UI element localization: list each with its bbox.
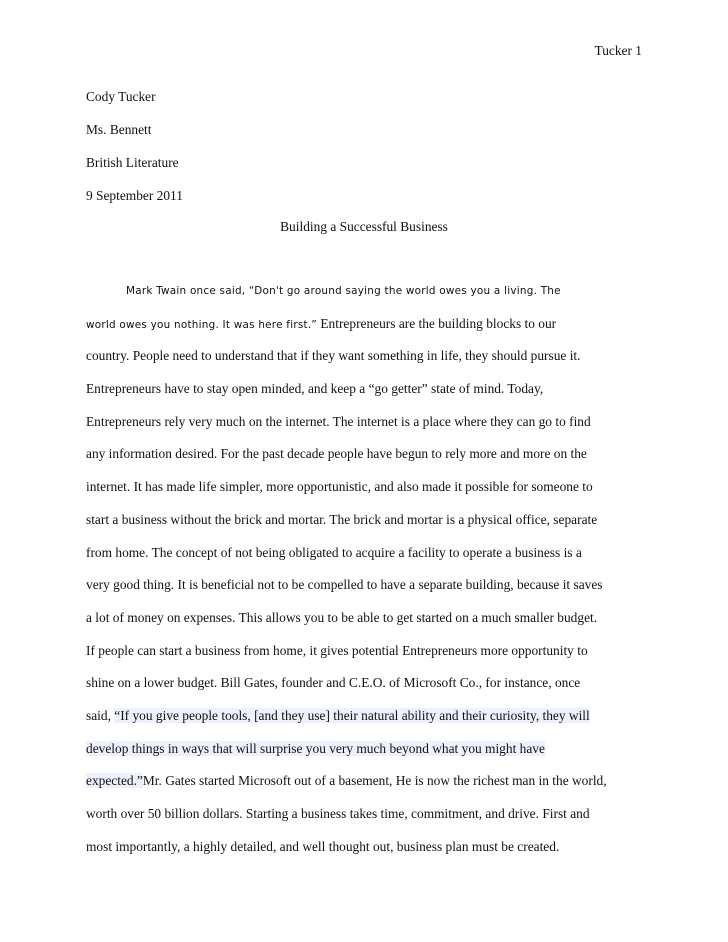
gates-quote-highlight: develop things in ways that will surprise you very much beyond what you might have <box>86 740 545 756</box>
gates-quote-highlight: “If you give people tools, [and they use] their natural ability and their curiosity, they will <box>114 707 590 723</box>
body-text-fragment: Entrepreneurs are the building blocks to our <box>317 315 557 331</box>
mla-heading <box>86 88 183 220</box>
essay-body <box>86 283 646 871</box>
body-line: from home. The concept of not being obligated to acquire a facility to operate a business is a <box>86 544 582 560</box>
body-line <box>86 708 646 741</box>
body-line: internet. It has made life simpler, more opportunistic, and also made it possible for someone to <box>86 479 593 495</box>
body-line: Entrepreneurs have to stay open minded, and keep a “go getter” state of mind. Today, <box>86 381 544 397</box>
essay-title: Building a Successful Business <box>280 219 448 234</box>
body-line <box>86 773 646 806</box>
body-line: start a business without the brick and mortar. The brick and mortar is a physical office, separate <box>86 511 598 527</box>
body-line: most importantly, a highly detailed, and well thought out, business plan must be created. <box>86 838 560 854</box>
teacher-name: Ms. Bennett <box>86 122 152 137</box>
twain-quote-end: world owes you nothing. It was here first.” <box>86 318 318 331</box>
body-text-fragment: Mr. Gates started Microsoft out of a basement, He is now the richest man in the world, <box>142 773 607 789</box>
body-line: country. People need to understand that if they want something in life, they should pursue it. <box>86 348 581 364</box>
body-line: a lot of money on expenses. This allows you to be able to get started on a much smaller budget. <box>86 609 598 625</box>
body-line: worth over 50 billion dollars. Starting a business takes time, commitment, and drive. First and <box>86 806 590 821</box>
body-line: Mark Twain once said, “Don't go around saying the world owes you a living. The <box>126 285 561 297</box>
body-line <box>86 741 646 774</box>
body-line: Entrepreneurs rely very much on the internet. The internet is a place where they can go to find <box>86 413 591 429</box>
running-head: Tucker 1 <box>594 43 642 58</box>
body-line <box>86 316 646 349</box>
body-text-fragment: said, <box>86 707 115 723</box>
body-line: any information desired. For the past decade people have begun to rely more and more on the <box>86 446 587 462</box>
body-line: very good thing. It is beneficial not to be compelled to have a separate building, because it saves <box>86 577 603 593</box>
body-line: shine on a lower budget. Bill Gates, founder and C.E.O. of Microsoft Co., for instance, once <box>86 675 581 691</box>
essay-date: 9 September 2011 <box>86 188 183 203</box>
student-name: Cody Tucker <box>86 89 156 104</box>
body-line: If people can start a business from home, it gives potential Entrepreneurs more opportunity to <box>86 642 588 658</box>
course-name: British Literature <box>86 155 179 170</box>
gates-quote-highlight: expected.” <box>86 773 143 789</box>
